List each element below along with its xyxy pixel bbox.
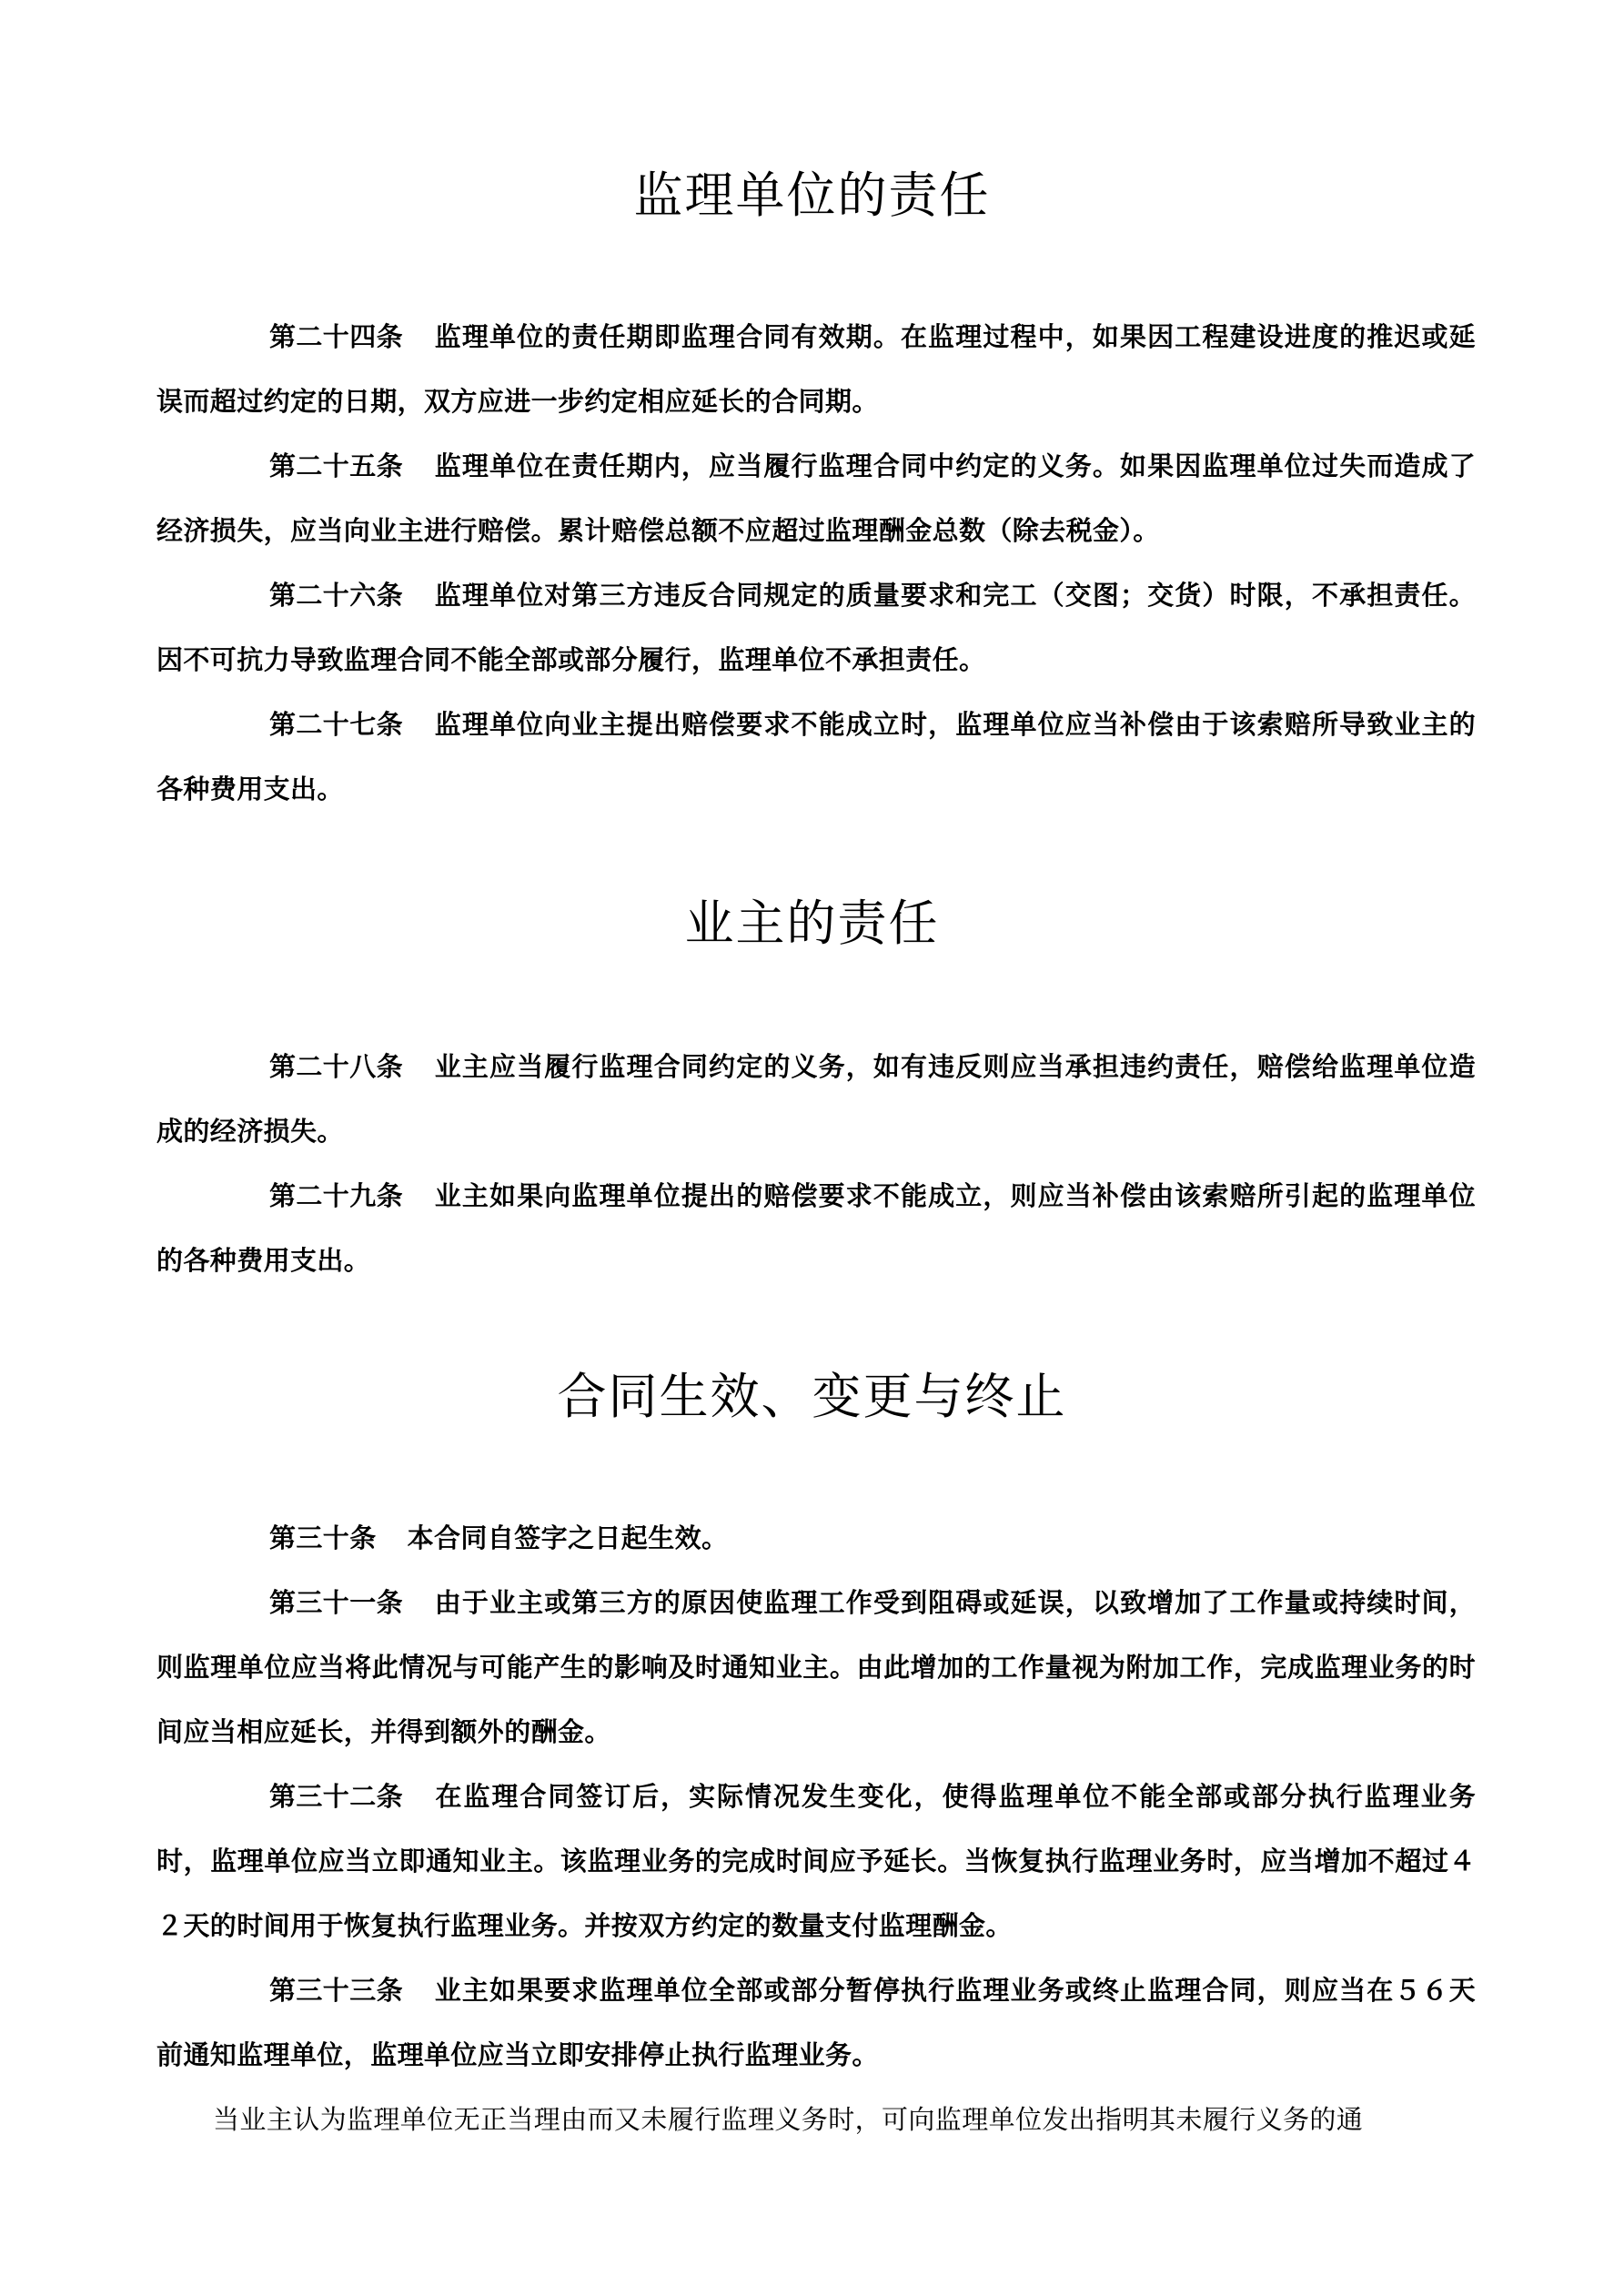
section-heading-contract-effect-change-termination: 合同生效、变更与终止	[557, 1368, 1067, 1425]
article-text: 监理单位在责任期内，应当履行监理合同中约定的义务。如果因监理单位过失而造成了经济损失，应当向业主进行赔偿。累计赔偿总额不应超过监理酬金总数（除去税金）。	[156, 450, 1476, 546]
section-heading-owner-responsibility: 业主的责任	[684, 895, 940, 952]
article-30	[156, 1506, 1476, 1571]
closing-paragraph: 当业主认为监理单位无正当理由而又未履行监理义务时，可向监理单位发出指明其未履行义务的通	[213, 2104, 1364, 2135]
article-24	[156, 305, 1476, 434]
article-31	[156, 1571, 1476, 1765]
article-29	[156, 1164, 1476, 1293]
article-text: 本合同自签字之日起生效。	[407, 1522, 729, 1553]
article-number: 第二十七条	[269, 709, 404, 740]
article-text: 在监理合同签订后，实际情况发生变化，使得监理单位不能全部或部分执行监理业务时，监理单位应当立即通知业主。该监理业务的完成时间应予延长。当恢复执行监理业务时，应当增加不超过４２天的时间用于恢复执行监理业务。并按双方约定的数量支付监理酬金。	[156, 1781, 1476, 1941]
article-number: 第二十六条	[269, 580, 404, 611]
article-28	[156, 1035, 1476, 1164]
section-heading-supervisor-responsibility: 监理单位的责任	[633, 167, 991, 224]
article-number: 第三十条	[269, 1522, 377, 1553]
article-26	[156, 563, 1476, 693]
article-27	[156, 693, 1476, 822]
article-text: 业主应当履行监理合同约定的义务，如有违反则应当承担违约责任，赔偿给监理单位造成的经济损失。	[156, 1051, 1476, 1147]
article-32	[156, 1765, 1476, 1958]
article-text: 由于业主或第三方的原因使监理工作受到阻碍或延误，以致增加了工作量或持续时间，则监理单位应当将此情况与可能产生的影响及时通知业主。由此增加的工作量视为附加工作，完成监理业务的时间应当相应延长，并得到额外的酬金。	[156, 1587, 1476, 1747]
article-number: 第二十五条	[269, 450, 404, 481]
article-25	[156, 434, 1476, 563]
article-text: 业主如果要求监理单位全部或部分暂停执行监理业务或终止监理合同，则应当在５６天前通知监理单位，监理单位应当立即安排停止执行监理业务。	[156, 1975, 1476, 2070]
article-number: 第三十一条	[269, 1587, 404, 1618]
article-text: 监理单位对第三方违反合同规定的质量要求和完工（交图；交货）时限，不承担责任。因不可抗力导致监理合同不能全部或部分履行，监理单位不承担责任。	[156, 580, 1476, 675]
article-text: 监理单位向业主提出赔偿要求不能成立时，监理单位应当补偿由于该索赔所导致业主的各种费用支出。	[156, 709, 1476, 804]
article-33	[156, 1958, 1476, 2088]
article-number: 第三十三条	[269, 1975, 404, 2006]
article-number: 第二十四条	[269, 321, 404, 352]
article-text: 监理单位的责任期即监理合同有效期。在监理过程中，如果因工程建设进度的推迟或延误而超过约定的日期，双方应进一步约定相应延长的合同期。	[156, 321, 1476, 417]
article-number: 第三十二条	[269, 1781, 404, 1812]
article-text: 业主如果向监理单位提出的赔偿要求不能成立，则应当补偿由该索赔所引起的监理单位的各种费用支出。	[156, 1180, 1476, 1276]
article-number: 第二十八条	[269, 1051, 404, 1082]
article-number: 第二十九条	[269, 1180, 404, 1211]
